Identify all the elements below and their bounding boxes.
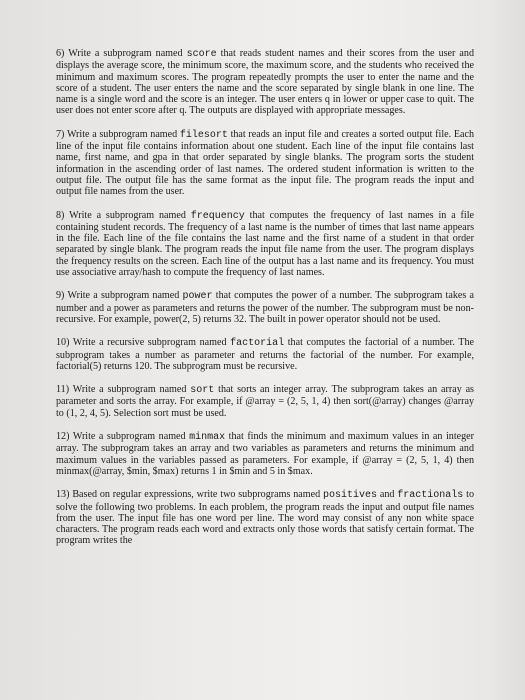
problem-12-text: [56, 431, 474, 477]
problem-text-after: that computes the factorial of a number. The subprogram takes a number as parameter and returns the factorial of the number. For example, factorial(5) returns 120. The subprogram must be recursive.: [56, 337, 474, 372]
subprogram-name: factorial: [230, 338, 285, 350]
problem-8: [56, 210, 474, 279]
problem-number: 7): [56, 128, 65, 140]
problem-text-mid: and: [377, 489, 398, 501]
subprogram-name: filesort: [179, 129, 228, 141]
problem-10-text: [56, 337, 474, 372]
problem-text-after: that computes the power of a number. The subprogram takes a number and a power as parameters and returns the power of the number. The subprogram must be non-recursive. For example, power(2, 5) returns 32. The built in power operator should not be used.: [56, 290, 474, 325]
problem-number: 10): [56, 337, 70, 349]
problem-text-before: Write a subprogram named: [72, 431, 190, 443]
problem-text-before: Write a subprogram named: [68, 48, 187, 59]
problem-10: [56, 337, 474, 372]
problem-6-text: [56, 48, 474, 117]
problem-11: [56, 384, 474, 419]
problem-number: 9): [56, 290, 65, 302]
subprogram-name: score: [186, 49, 217, 60]
problem-text-after: that computes the frequency of last names in a file containing student records. The frequency of a last name is the number of times that last name appears in the file. Each line of the file contains the last name and the first name of a student in that order separated by single blank. The program reads the input file name from the user. The program displays the frequency results on the screen. Each line of the output has a last name and its frequency. You must use associative array/hash to compute the frequency of last names.: [56, 209, 474, 279]
problem-text-before: Write a recursive subprogram named: [72, 337, 231, 349]
problem-9: [56, 290, 474, 325]
subprogram-name: minmax: [189, 432, 226, 444]
problem-text-after: to solve the following two problems. In each problem, the program reads the input and output file names from the user. The input file has one word per line. The word may consist of any non white space characters. The program reads each word and extracts only those words that satisfy certain format. The program writes the: [56, 489, 475, 547]
problem-text-after: that finds the minimum and maximum values in an integer array. The subprogram takes an array and two variables as parameters and returns the minimum and maximum values in the variables passed as parameters. For example, if @array = (2, 5, 1, 4) then minmax(@array, $min, $max) returns 1 in $min and 5 in $max.: [56, 431, 474, 477]
problem-text-after: that reads an input file and creates a sorted output file. Each line of the input file contains information about one student. Each line of the input file contains last name, first name, and gpa in that order separated by single blanks. The program sorts the student information in the ascending order of last names. The ordered student information is written to the output file. The output file has the same format as the input file. The program reads the input and output file names from the user.: [56, 128, 474, 198]
problem-text-before: Write a subprogram named: [66, 128, 180, 140]
problem-number: 6): [56, 48, 65, 59]
problem-13-text: [56, 489, 474, 546]
problem-number: 13): [56, 489, 70, 501]
problem-number: 8): [56, 209, 65, 221]
problem-number: 12): [56, 431, 70, 443]
problem-text-after: that reads student names and their scores from the user and displays the average score, the minimum score, the maximum score, and the students who received the minimum and maximum scores. The program repeatedly prompts the user to enter the name and the score of a student. The user enters the name and the score separated by single blank in one line. The name is a single word and the score is an integer. The user enters q in lower or upper case to quit. The user does not enter score after q. The outputs are displayed with appropriate messages.: [56, 48, 474, 117]
problem-12: [56, 431, 474, 477]
problem-13: [56, 489, 474, 546]
problem-9-text: [56, 290, 474, 325]
problem-text-before: Based on regular expressions, write two subprograms named: [72, 489, 323, 501]
problem-7: [56, 129, 474, 198]
problem-list: [56, 48, 474, 559]
subprogram-name: positives: [323, 490, 378, 502]
subprogram-name-2: fractionals: [397, 490, 464, 502]
problem-text-before: Write a subprogram named: [72, 384, 191, 396]
problem-7-text: [56, 129, 474, 198]
problem-number: 11): [56, 384, 70, 396]
problem-8-text: [56, 210, 474, 279]
subprogram-name: power: [182, 291, 213, 303]
subprogram-name: sort: [190, 385, 215, 397]
problem-11-text: [56, 384, 474, 419]
problem-text-before: Write a subprogram named: [67, 290, 183, 302]
page-edge-shadow: [485, 0, 525, 700]
subprogram-name: frequency: [190, 210, 245, 222]
problem-text-before: Write a subprogram named: [69, 209, 191, 221]
problem-6: [56, 48, 474, 117]
problem-text-after: that sorts an integer array. The subprogram takes an array as parameter and sorts the array. For example, if @array = (2, 5, 1, 4) then sort(@array) changes @array to (1, 2, 4, 5). Selection sort must be used.: [56, 384, 474, 419]
